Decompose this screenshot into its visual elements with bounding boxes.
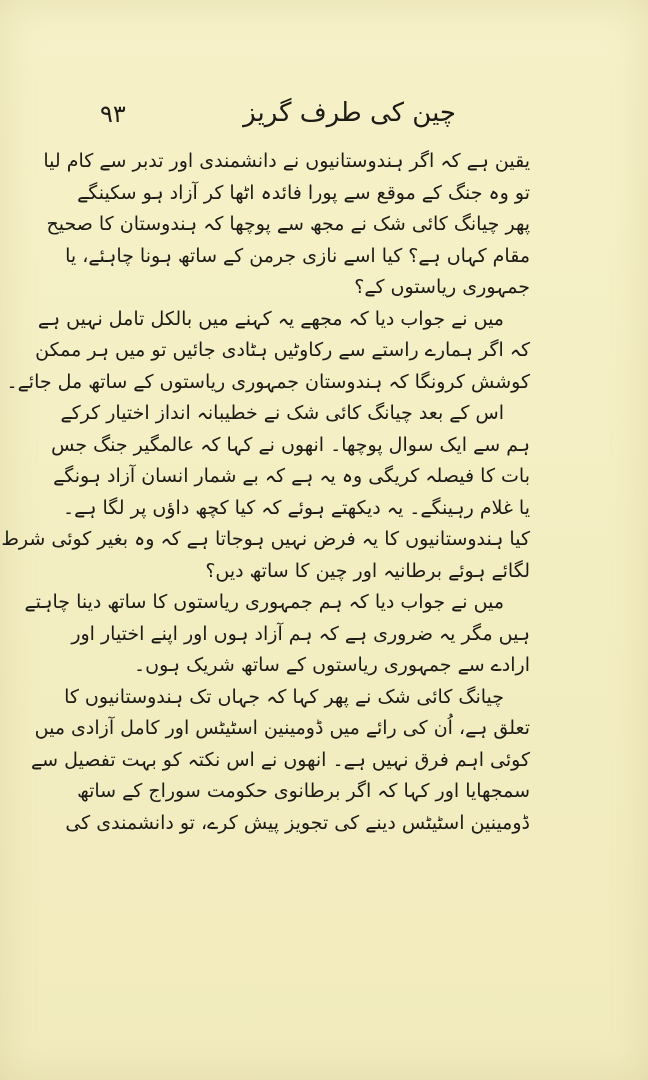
text-line: یا غلام رہینگے۔ یہ دیکھتے ہوئے کہ کیا کچھ داؤں پر لگا ہے۔	[63, 496, 530, 519]
text-line: کوشش کرونگا کہ ہندوستان جمہوری ریاستوں کے ساتھ مل جائے۔	[6, 370, 530, 393]
text-line: ارادے سے جمہوری ریاستوں کے ساتھ شریک ہوں۔	[134, 654, 530, 676]
text-line: تو وہ جنگ کے موقع سے پورا فائدہ اٹھا کر آزاد ہو سکینگے	[77, 181, 530, 204]
text-line: ہیں مگر یہ ضروری ہے کہ ہم آزاد ہوں اور اپنے اختیار اور	[71, 622, 530, 645]
text-line: ہم سے ایک سوال پوچھا۔ انھوں نے کہا کہ عالمگیر جنگ جس	[51, 433, 530, 456]
text-line: بات کا فیصلہ کریگی وہ یہ ہے کہ بے شمار انسان آزاد ہونگے	[53, 465, 530, 487]
page-number: ۹۳	[100, 100, 126, 128]
text-line: یقین ہے کہ اگر ہندوستانیوں نے دانشمندی اور تدبر سے کام لیا	[43, 150, 530, 172]
text-line: جمہوری ریاستوں کے؟	[354, 276, 530, 298]
text-line: کیا ہندوستانیوں کا یہ فرض نہیں ہوجاتا ہے کہ وہ بغیر کوئی شرط	[1, 528, 530, 550]
text-line: اس کے بعد چیانگ کائی شک نے خطیبانہ انداز اختیار کرکے	[60, 402, 504, 424]
text-line: چیانگ کائی شک نے پھر کہا کہ جہاں تک ہندوستانیوں کا	[64, 685, 504, 708]
text-line: مقام کہاں ہے؟ کیا اسے نازی جرمن کے ساتھ ہونا چاہئے، یا	[65, 244, 530, 267]
page-header	[100, 98, 546, 138]
text-line: سمجھایا اور کہا کہ اگر برطانوی حکومت سوراج کے ساتھ	[77, 780, 530, 802]
text-line: تعلق ہے، اُن کی رائے میں ڈومینین اسٹیٹس اور کامل آزادی میں	[34, 717, 530, 739]
running-title: چین کی طرف گریز	[243, 98, 456, 128]
text-line: کہ اگر ہمارے راستے سے رکاوٹیں ہٹادی جائیں تو میں ہر ممکن	[35, 339, 530, 361]
body-text	[1, 146, 530, 839]
text-line: میں نے جواب دیا کہ ہم جمہوری ریاستوں کا ساتھ دینا چاہتے	[24, 591, 504, 613]
text-line: میں نے جواب دیا کہ مجھے یہ کہنے میں بالکل تامل نہیں ہے	[37, 307, 504, 330]
text-line: پھر چیانگ کائی شک نے مجھ سے پوچھا کہ ہندوستان کا صحیح	[46, 213, 530, 235]
text-line: ڈومینین اسٹیٹس دینے کی تجویز پیش کرے، تو دانشمندی کی	[65, 811, 530, 834]
text-line: لگائے ہوئے برطانیہ اور چین کا ساتھ دیں؟	[205, 559, 530, 582]
text-line: کوئی اہم فرق نہیں ہے۔ انھوں نے اس نکتہ کو بہت تفصیل سے	[31, 748, 530, 771]
